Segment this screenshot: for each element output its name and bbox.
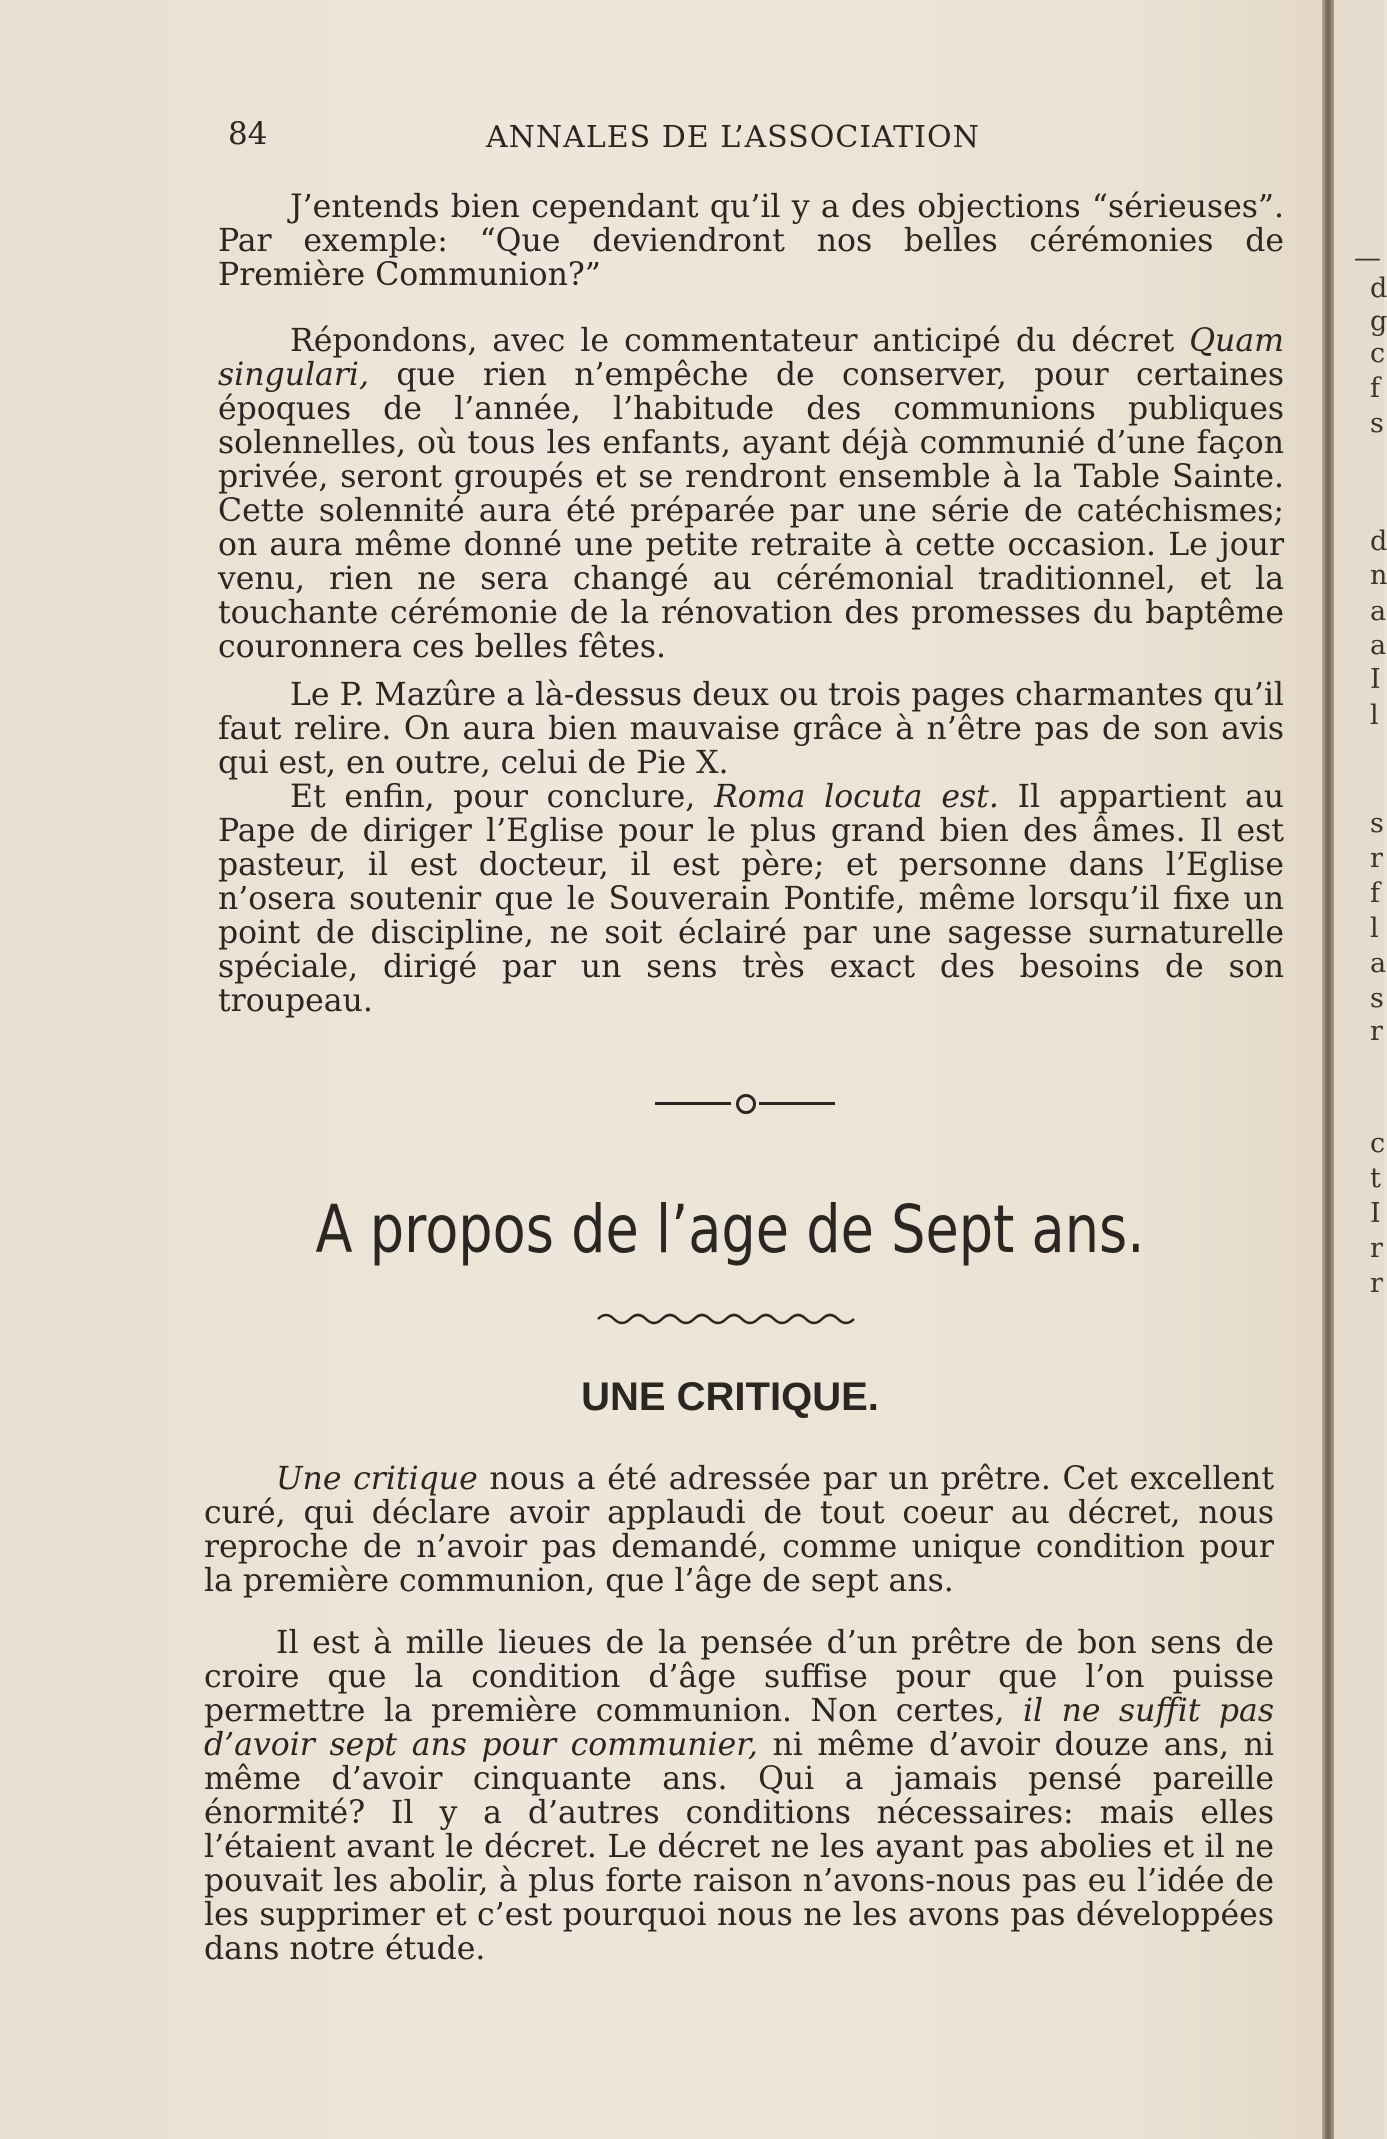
paragraph-critique — [204, 1462, 1274, 1598]
paragraph-conclusion — [218, 780, 1284, 1018]
paragraph-text: ni même d’avoir douze ans, ni même d’avoir cinquante ans. Qui a jamais pensé pareille énormité? Il y a d’autres conditions nécessaires: mais elles l’étaient avant le décret. Le décret ne les ayant pas abolies et il ne pouvait les abolir, à plus forte raison n’avons-nous pas eu l’idée de les supprimer et c’est pourquoi nous ne les avons pas développées dans notre étude. — [204, 1727, 1274, 1967]
facing-page-letter: I — [1370, 1198, 1381, 1229]
decree-title-italic: Quam singulari, — [218, 323, 1284, 393]
paragraph-mazure: Le P. Mazûre a là-dessus deux ou trois pages charmantes qu’il faut relire. On aura bien mauvaise grâce à n’être pas de son avis qui est, en outre, celui de Pie X. — [218, 677, 1284, 781]
roma-locuta-italic: Roma locuta est. — [714, 779, 999, 815]
facing-page-letter: g — [1370, 306, 1387, 337]
paragraph-text: que rien n’empêche de conserver, pour certaines époques de l’année, l’habitude des communions publiques solennelles, où tous les enfants, ayant déjà communié d’une façon privée, seront groupés et se rendront ensemble à la Table Sainte. Cette solennité aura été préparée par une série de catéchismes; on aura même donné une petite retraite à cette occasion. Le jour venu, rien ne sera changé au cérémonial traditionnel, et la touchante cérémonie de la rénovation des promesses du baptême couronnera ces belles fêtes. — [218, 357, 1284, 665]
facing-page-letter: s — [1370, 808, 1384, 839]
book-gutter — [1322, 0, 1334, 2139]
facing-page-letter: c — [1370, 338, 1386, 369]
facing-page-letter: r — [1370, 843, 1383, 874]
facing-page-letter: l — [1370, 913, 1379, 944]
facing-page-letter: f — [1370, 878, 1380, 909]
facing-page-letter: r — [1370, 1233, 1383, 1264]
facing-page-letter: s — [1370, 408, 1384, 439]
facing-page-letter: r — [1370, 1016, 1383, 1047]
facing-page-letter: d — [1370, 273, 1387, 304]
facing-page-letter: I — [1370, 664, 1381, 695]
facing-page-letter: a — [1370, 948, 1387, 979]
paragraph-text: Il est à mille lieues de la pensée d’un prêtre de bon sens de croire que la condition d’âge suffise pour que l’on puisse permettre la première communion. Non certes, — [204, 1625, 1274, 1729]
facing-page-letter: l — [1370, 700, 1379, 731]
facing-page-letter: f — [1370, 373, 1380, 404]
paragraph-text: nous a été adressée par un prêtre. Cet excellent curé, qui déclare avoir applaudi de tout coeur au décret, nous reproche de n’avoir pas demandé, comme unique condition pour la première communion, que l’âge de sept ans. — [204, 1461, 1274, 1599]
paragraph-text: Il appartient au Pape de diriger l’Eglise pour le plus grand bien des âmes. Il est pasteur, il est docteur, il est père; et personne dans l’Eglise n’osera soutenir que le Souverain Pontife, même lorsqu’il fixe un point de discipline, ne soit éclairé par une sagesse surnaturelle spéciale, dirigé par un sens très exact des besoins de son troupeau. — [218, 779, 1285, 1019]
paragraph-repondons — [218, 324, 1284, 664]
facing-page-letter: n — [1370, 560, 1387, 591]
paragraph-text: Et enfin, pour conclure, — [290, 779, 715, 815]
page-number: 84 — [228, 116, 268, 152]
facing-page-letter: a — [1370, 596, 1387, 627]
running-head: ANNALES DE L’ASSOCIATION — [486, 120, 980, 155]
bottom-section — [204, 1462, 1274, 1966]
paragraph-text: Répondons, avec le commentateur anticipé du décret — [290, 323, 1190, 359]
sept-ans-italic: il ne suffit pas d’avoir sept ans pour communier, — [204, 1693, 1274, 1763]
facing-page-edge — [1334, 0, 1387, 2139]
paragraph-objections: J’entends bien cependant qu’il y a des objections “sérieuses”. Par exemple: “Que deviendront nos belles cérémonies de Première Communion?” — [218, 189, 1284, 293]
facing-page-letter: t — [1370, 1163, 1381, 1194]
paragraph-mille-lieues — [204, 1626, 1274, 1966]
section-divider — [655, 1091, 835, 1115]
facing-page-letter: a — [1370, 630, 1387, 661]
article-title: A propos de l’age de Sept ans. — [315, 1191, 1145, 1268]
facing-page-letter: d — [1370, 526, 1387, 557]
facing-page-letter: c — [1370, 1128, 1386, 1159]
article-subtitle: UNE CRITIQUE. — [581, 1375, 879, 1419]
wave-ornament — [598, 1310, 854, 1328]
facing-page-letter: r — [1370, 1268, 1383, 1299]
critique-italic: Une critique — [276, 1461, 478, 1497]
facing-page-letter: — — [1354, 243, 1381, 274]
facing-page-letter: s — [1370, 983, 1384, 1014]
page-header — [228, 116, 1048, 156]
top-section — [218, 190, 1284, 1018]
